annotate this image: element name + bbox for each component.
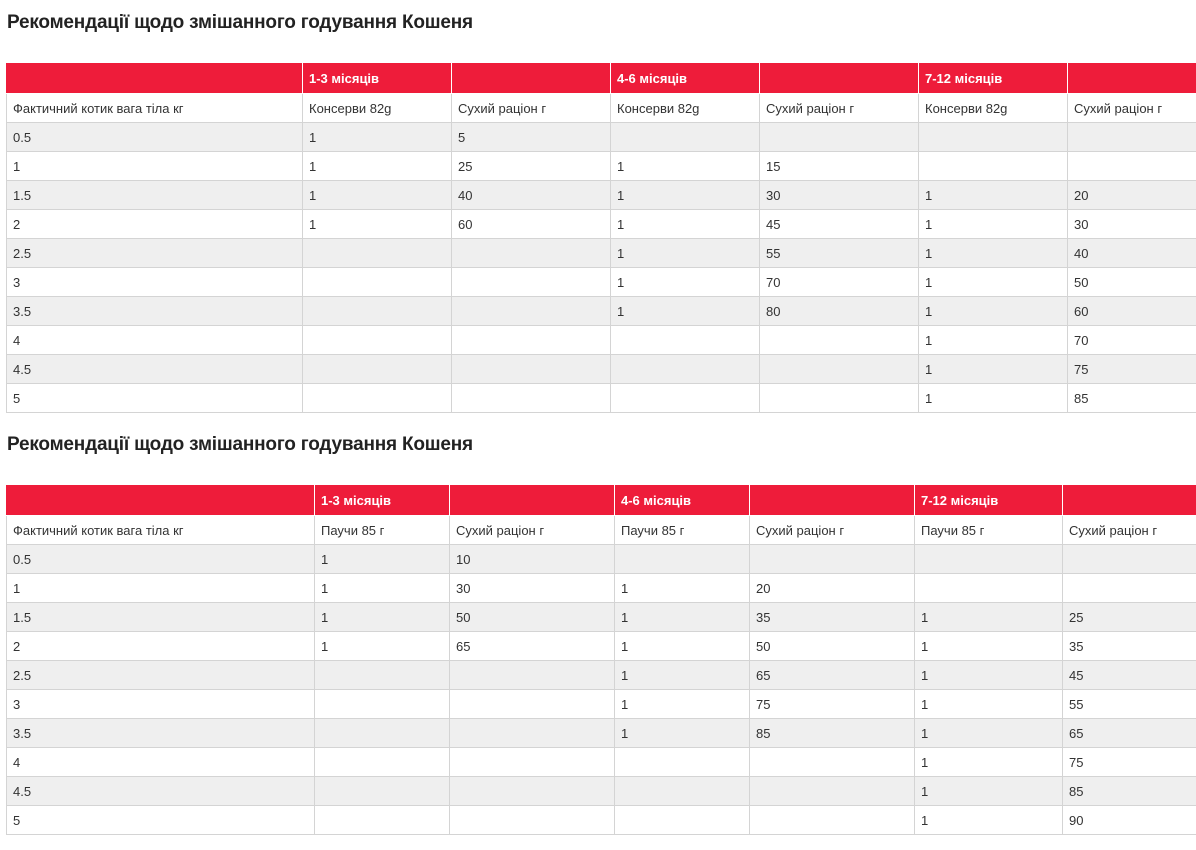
table-cell: 50 bbox=[750, 632, 915, 661]
column-header-cell: Сухий раціон г bbox=[1063, 516, 1196, 545]
table-cell bbox=[303, 326, 452, 355]
age-group-header-cell bbox=[452, 64, 611, 94]
table-cell: 4.5 bbox=[7, 355, 303, 384]
table-cell: 50 bbox=[450, 603, 615, 632]
table-cell: 1 bbox=[611, 210, 760, 239]
table-cell: 0.5 bbox=[7, 123, 303, 152]
table-row bbox=[7, 719, 1196, 748]
table-cell: 15 bbox=[760, 152, 919, 181]
table-cell bbox=[1068, 123, 1196, 152]
table-cell bbox=[615, 748, 750, 777]
age-group-header-cell bbox=[450, 486, 615, 516]
age-group-header-cell bbox=[1063, 486, 1196, 516]
table-cell: 1 bbox=[915, 748, 1063, 777]
table-cell: 70 bbox=[760, 268, 919, 297]
table-cell: 1 bbox=[919, 181, 1068, 210]
table-cell: 20 bbox=[750, 574, 915, 603]
table-cell: 1 bbox=[615, 603, 750, 632]
table-cell: 3 bbox=[7, 690, 315, 719]
table-row bbox=[7, 181, 1196, 210]
table-cell bbox=[1063, 545, 1196, 574]
table-cell: 1 bbox=[615, 690, 750, 719]
table-row bbox=[7, 239, 1196, 268]
table-cell: 1 bbox=[915, 777, 1063, 806]
table-cell: 1 bbox=[615, 574, 750, 603]
age-group-header-cell bbox=[7, 486, 315, 516]
table-cell: 50 bbox=[1068, 268, 1196, 297]
age-group-header-cell: 7-12 місяців bbox=[919, 64, 1068, 94]
column-header-cell: Фактичний котик вага тіла кг bbox=[7, 516, 315, 545]
table-cell: 85 bbox=[750, 719, 915, 748]
table-cell bbox=[615, 545, 750, 574]
table-row bbox=[7, 748, 1196, 777]
table-cell bbox=[750, 748, 915, 777]
table-cell bbox=[1068, 152, 1196, 181]
table-cell bbox=[915, 545, 1063, 574]
table-cell bbox=[750, 806, 915, 835]
column-header-cell: Сухий раціон г bbox=[750, 516, 915, 545]
table-cell: 1 bbox=[915, 661, 1063, 690]
table-cell bbox=[452, 326, 611, 355]
table-cell: 4 bbox=[7, 748, 315, 777]
table-cell: 35 bbox=[1063, 632, 1196, 661]
table-row bbox=[7, 152, 1196, 181]
table-cell: 60 bbox=[1068, 297, 1196, 326]
table-cell: 4.5 bbox=[7, 777, 315, 806]
column-header-cell: Консерви 82g bbox=[611, 94, 760, 123]
table-cell: 1 bbox=[915, 632, 1063, 661]
column-header-cell: Консерви 82g bbox=[919, 94, 1068, 123]
table-cell bbox=[303, 355, 452, 384]
table-cell: 40 bbox=[1068, 239, 1196, 268]
table-cell: 60 bbox=[452, 210, 611, 239]
table-cell bbox=[611, 355, 760, 384]
age-group-header-cell bbox=[760, 64, 919, 94]
table-cell bbox=[615, 806, 750, 835]
table-cell: 25 bbox=[1063, 603, 1196, 632]
column-header-cell: Консерви 82g bbox=[303, 94, 452, 123]
table-cell: 1 bbox=[315, 574, 450, 603]
table-cell: 1 bbox=[919, 210, 1068, 239]
table-cell: 1 bbox=[919, 355, 1068, 384]
table-cell: 1 bbox=[315, 603, 450, 632]
table-cell: 25 bbox=[452, 152, 611, 181]
table-cell: 70 bbox=[1068, 326, 1196, 355]
table-cell bbox=[303, 297, 452, 326]
table-cell bbox=[452, 268, 611, 297]
table-cell: 1 bbox=[919, 239, 1068, 268]
age-group-header-cell bbox=[1068, 64, 1196, 94]
table-cell: 45 bbox=[1063, 661, 1196, 690]
table-cell: 80 bbox=[760, 297, 919, 326]
table-cell: 2 bbox=[7, 632, 315, 661]
table-row bbox=[7, 210, 1196, 239]
table-cell: 3 bbox=[7, 268, 303, 297]
table-cell bbox=[760, 355, 919, 384]
table-cell: 1 bbox=[919, 384, 1068, 413]
column-header-cell: Сухий раціон г bbox=[452, 94, 611, 123]
table-cell bbox=[450, 719, 615, 748]
table-cell: 55 bbox=[760, 239, 919, 268]
table-cell: 1 bbox=[915, 603, 1063, 632]
table-cell: 1 bbox=[7, 152, 303, 181]
table-cell bbox=[450, 748, 615, 777]
table-cell: 1 bbox=[919, 268, 1068, 297]
table-cell: 30 bbox=[1068, 210, 1196, 239]
table-cell: 1 bbox=[303, 123, 452, 152]
table-cell bbox=[611, 384, 760, 413]
table-row bbox=[7, 777, 1196, 806]
table-cell bbox=[315, 719, 450, 748]
table-cell: 20 bbox=[1068, 181, 1196, 210]
table-cell: 65 bbox=[450, 632, 615, 661]
column-header-cell: Сухий раціон г bbox=[760, 94, 919, 123]
table-row bbox=[7, 603, 1196, 632]
table-cell: 1.5 bbox=[7, 181, 303, 210]
table-cell bbox=[452, 384, 611, 413]
table-cell: 3.5 bbox=[7, 297, 303, 326]
table-cell: 5 bbox=[7, 806, 315, 835]
table-cell bbox=[452, 297, 611, 326]
table-cell bbox=[611, 123, 760, 152]
table-cell bbox=[315, 661, 450, 690]
table-cell: 1 bbox=[615, 719, 750, 748]
table-cell: 1 bbox=[315, 545, 450, 574]
table-cell bbox=[750, 777, 915, 806]
table-cell: 1 bbox=[303, 152, 452, 181]
table-row bbox=[7, 355, 1196, 384]
table-row bbox=[7, 545, 1196, 574]
table-cell bbox=[760, 326, 919, 355]
table-cell bbox=[919, 152, 1068, 181]
table-cell bbox=[315, 806, 450, 835]
feeding-table-canned bbox=[6, 63, 1196, 413]
table-cell: 1 bbox=[7, 574, 315, 603]
header-row bbox=[7, 64, 1196, 94]
table-cell: 5 bbox=[452, 123, 611, 152]
table-cell bbox=[452, 355, 611, 384]
table-cell: 1 bbox=[611, 239, 760, 268]
table-cell bbox=[452, 239, 611, 268]
age-group-header-cell bbox=[7, 64, 303, 94]
table-cell: 65 bbox=[750, 661, 915, 690]
table-cell: 30 bbox=[450, 574, 615, 603]
table-cell: 1 bbox=[303, 210, 452, 239]
table-cell bbox=[611, 326, 760, 355]
table-row bbox=[7, 806, 1196, 835]
table-cell: 1 bbox=[915, 806, 1063, 835]
table-cell: 1 bbox=[611, 297, 760, 326]
table-cell: 3.5 bbox=[7, 719, 315, 748]
table-cell: 1.5 bbox=[7, 603, 315, 632]
table-cell bbox=[450, 690, 615, 719]
column-header-cell: Паучи 85 г bbox=[915, 516, 1063, 545]
table-cell bbox=[915, 574, 1063, 603]
age-group-header-cell: 7-12 місяців bbox=[915, 486, 1063, 516]
table-cell bbox=[760, 123, 919, 152]
table-cell: 4 bbox=[7, 326, 303, 355]
subheader-row bbox=[7, 516, 1196, 545]
table-cell bbox=[303, 268, 452, 297]
table-cell: 1 bbox=[919, 297, 1068, 326]
table-cell: 75 bbox=[750, 690, 915, 719]
table-cell bbox=[450, 777, 615, 806]
table-cell: 65 bbox=[1063, 719, 1196, 748]
table-cell: 1 bbox=[615, 632, 750, 661]
table-cell bbox=[303, 384, 452, 413]
table-row bbox=[7, 690, 1196, 719]
table-cell: 75 bbox=[1063, 748, 1196, 777]
table-cell: 1 bbox=[315, 632, 450, 661]
table-cell bbox=[315, 748, 450, 777]
column-header-cell: Сухий раціон г bbox=[1068, 94, 1196, 123]
table-cell bbox=[615, 777, 750, 806]
table-cell: 5 bbox=[7, 384, 303, 413]
table-cell: 30 bbox=[760, 181, 919, 210]
age-group-header-cell: 1-3 місяців bbox=[303, 64, 452, 94]
table-cell: 1 bbox=[611, 268, 760, 297]
table-cell bbox=[919, 123, 1068, 152]
table-cell: 1 bbox=[611, 181, 760, 210]
table-cell: 90 bbox=[1063, 806, 1196, 835]
age-group-header-cell: 4-6 місяців bbox=[615, 486, 750, 516]
table-cell: 2 bbox=[7, 210, 303, 239]
table-row bbox=[7, 661, 1196, 690]
table-cell: 0.5 bbox=[7, 545, 315, 574]
subheader-row bbox=[7, 94, 1196, 123]
column-header-cell: Паучи 85 г bbox=[615, 516, 750, 545]
table-cell: 35 bbox=[750, 603, 915, 632]
table-cell: 2.5 bbox=[7, 661, 315, 690]
table-cell: 1 bbox=[611, 152, 760, 181]
table-cell: 40 bbox=[452, 181, 611, 210]
age-group-header-cell: 4-6 місяців bbox=[611, 64, 760, 94]
table-cell bbox=[450, 806, 615, 835]
age-group-header-cell bbox=[750, 486, 915, 516]
column-header-cell: Сухий раціон г bbox=[450, 516, 615, 545]
table-row bbox=[7, 297, 1196, 326]
section-title: Рекомендації щодо змішанного годування Кошеня bbox=[7, 12, 473, 33]
table-cell: 45 bbox=[760, 210, 919, 239]
table-cell: 1 bbox=[915, 690, 1063, 719]
table-cell: 55 bbox=[1063, 690, 1196, 719]
table-cell: 75 bbox=[1068, 355, 1196, 384]
table-cell bbox=[303, 239, 452, 268]
header-row bbox=[7, 486, 1196, 516]
table-cell: 1 bbox=[915, 719, 1063, 748]
section-title: Рекомендації щодо змішанного годування Кошеня bbox=[7, 434, 473, 455]
table-cell: 85 bbox=[1063, 777, 1196, 806]
table-cell: 85 bbox=[1068, 384, 1196, 413]
table-row bbox=[7, 123, 1196, 152]
table-cell bbox=[315, 690, 450, 719]
column-header-cell: Фактичний котик вага тіла кг bbox=[7, 94, 303, 123]
feeding-table-pouches bbox=[6, 485, 1196, 835]
table-cell: 1 bbox=[303, 181, 452, 210]
table-row bbox=[7, 574, 1196, 603]
table-cell: 1 bbox=[919, 326, 1068, 355]
table-cell: 10 bbox=[450, 545, 615, 574]
column-header-cell: Паучи 85 г bbox=[315, 516, 450, 545]
table-cell bbox=[750, 545, 915, 574]
table-row bbox=[7, 632, 1196, 661]
table-cell bbox=[315, 777, 450, 806]
table-cell: 2.5 bbox=[7, 239, 303, 268]
table-cell bbox=[1063, 574, 1196, 603]
table-cell: 1 bbox=[615, 661, 750, 690]
table-cell bbox=[760, 384, 919, 413]
table-row bbox=[7, 268, 1196, 297]
table-cell bbox=[450, 661, 615, 690]
age-group-header-cell: 1-3 місяців bbox=[315, 486, 450, 516]
table-row bbox=[7, 326, 1196, 355]
table-row bbox=[7, 384, 1196, 413]
